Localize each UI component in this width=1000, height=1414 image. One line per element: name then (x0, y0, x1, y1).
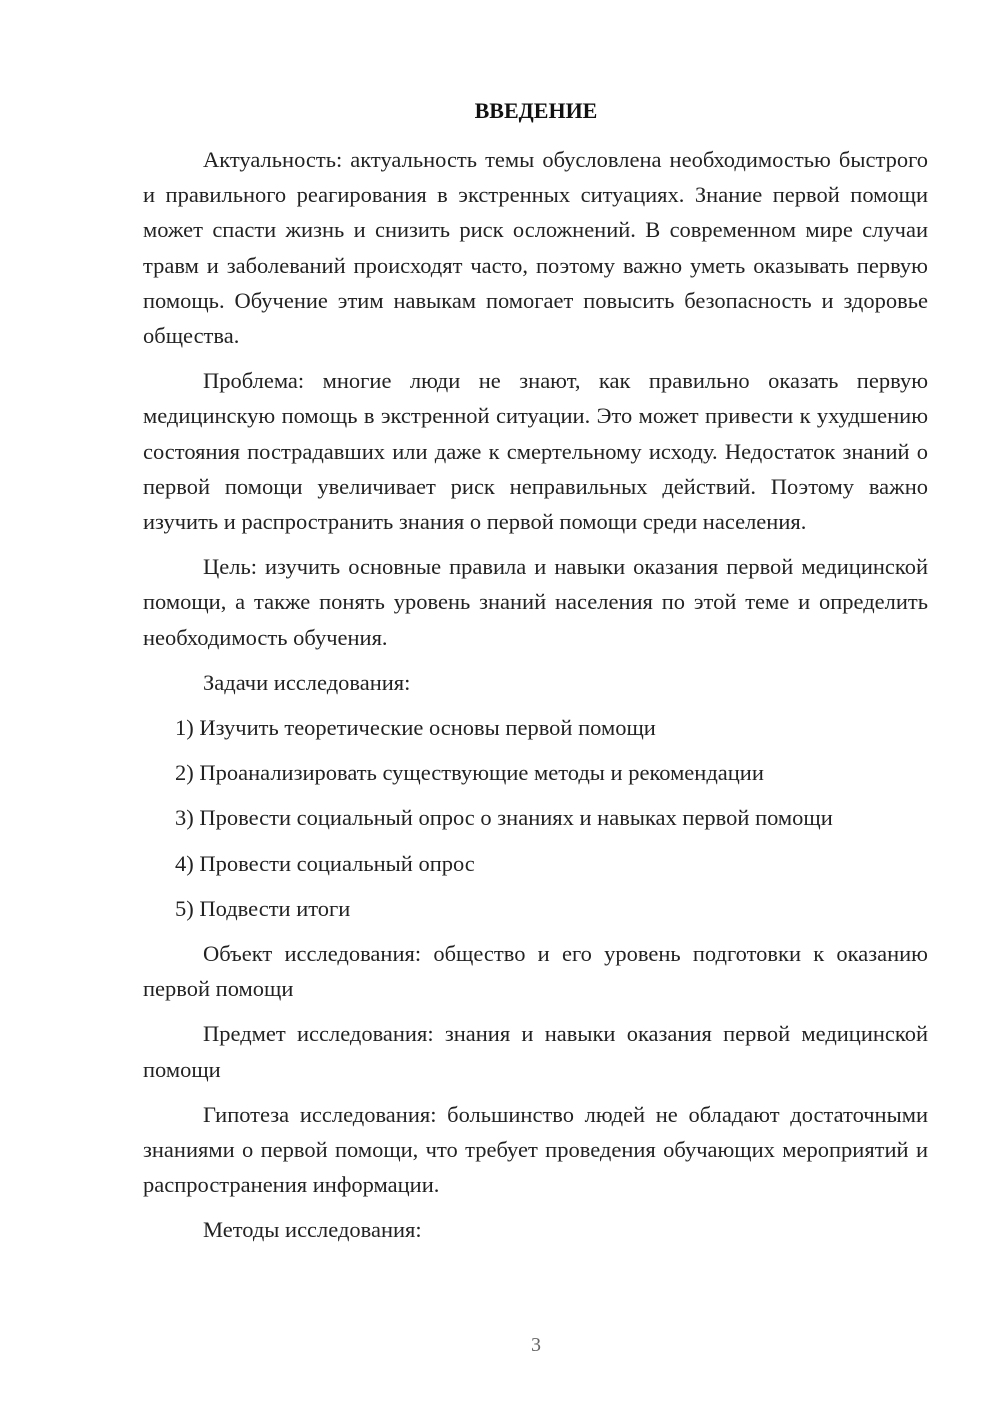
object-paragraph: Объект исследования: общество и его уровень подготовки к оказанию первой помощи (143, 941, 928, 1002)
methods-heading: Методы исследования: (203, 1217, 422, 1243)
goal-paragraph: Цель: изучить основные правила и навыки оказания первой медицинской помощи, а также понять уровень знаний населения по этой теме и определить необходимость обучения. (143, 554, 928, 650)
task-item-4: 4) Провести социальный опрос (175, 850, 475, 876)
task-item-3: 3) Провести социальный опрос о знаниях и навыках первой помощи (175, 805, 833, 831)
task-item-1: 1) Изучить теоретические основы первой помощи (175, 715, 656, 741)
page-number: 3 (531, 1334, 541, 1356)
tasks-heading: Задачи исследования: (203, 669, 411, 695)
subject-paragraph: Предмет исследования: знания и навыки оказания первой медицинской помощи (143, 1021, 928, 1082)
task-item-2: 2) Проанализировать существующие методы и рекомендации (175, 760, 764, 786)
problem-paragraph: Проблема: многие люди не знают, как правильно оказать первую медицинскую помощь в экстренной ситуации. Это может привести к ухудшению состояния пострадавших или даже к смертельному исходу. Недостаток знаний о первой помощи увеличивает риск неправильных действий. Поэтому важно изучить и распространить знания о первой помощи среди населения. (143, 368, 928, 535)
task-item-5: 5) Подвести итоги (175, 895, 351, 921)
tasks-list (143, 710, 928, 926)
relevance-paragraph: Актуальность: актуальность темы обусловлена необходимостью быстрого и правильного реагирования в экстренных ситуациях. Знание первой помощи может спасти жизнь и снизить риск осложнений. В современном мире случаи травм и заболеваний происходят часто, поэтому важно уметь оказывать первую помощь. Обучение этим навыкам помогает повысить безопасность и здоровье общества. (143, 147, 928, 349)
document-body (143, 142, 928, 1258)
hypothesis-paragraph: Гипотеза исследования: большинство людей не обладают достаточными знаниями о первой помощи, что требует проведения обучающих мероприятий и распространения информации. (143, 1101, 928, 1198)
page-title: ВВЕДЕНИЕ (474, 98, 598, 123)
